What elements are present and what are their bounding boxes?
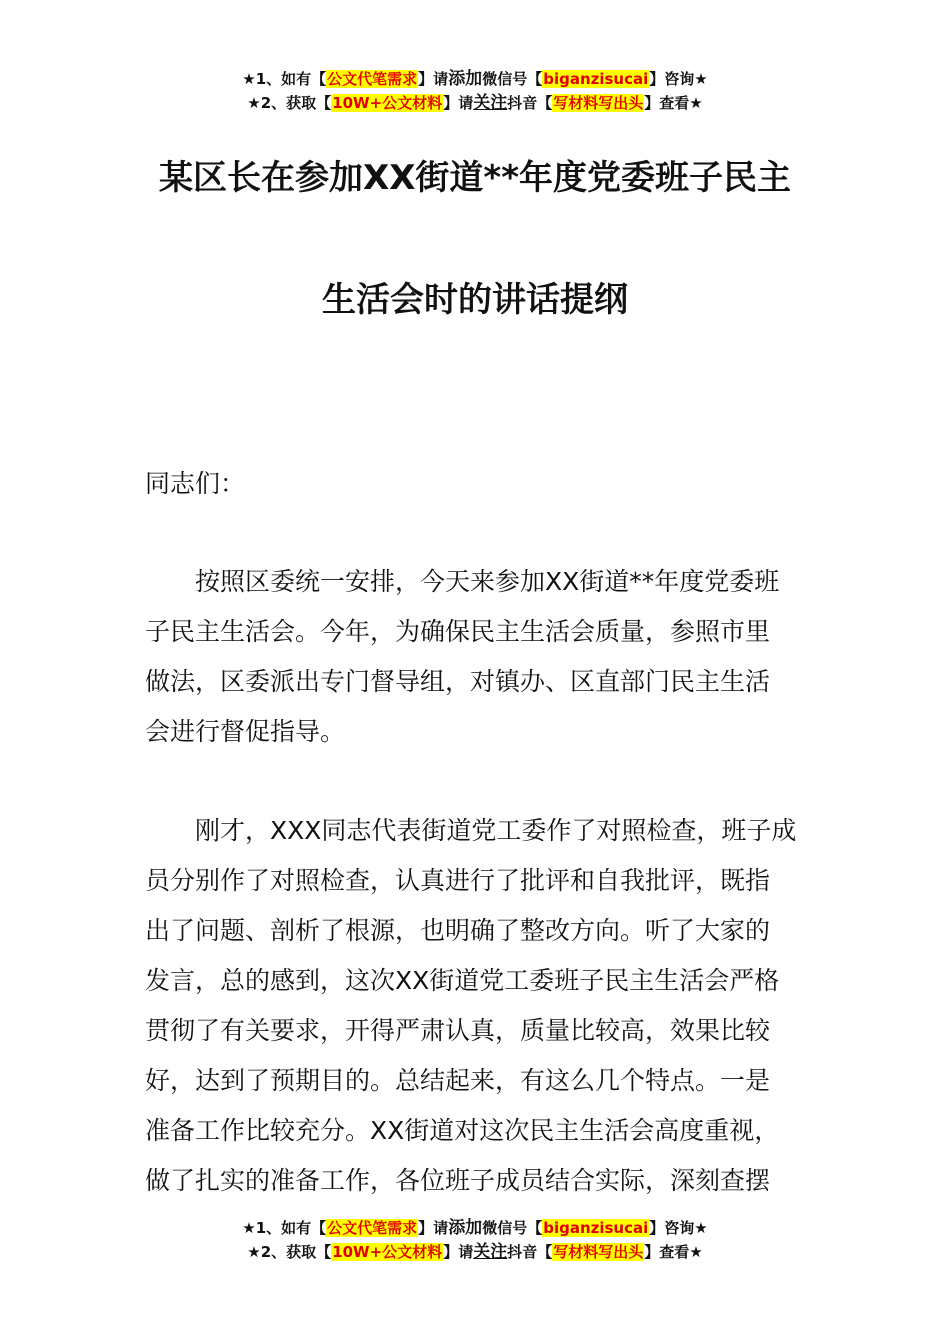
banner-text: ★2、获取【 — [247, 1243, 332, 1261]
salutation — [145, 459, 807, 509]
footer-banner — [0, 1216, 950, 1264]
banner-line-1 — [0, 1216, 950, 1240]
banner-text: ★1、如有【 — [242, 1219, 327, 1237]
paragraph-line: 员分别作了对照检查，认真进行了批评和自我批评，既指 — [145, 866, 771, 895]
banner-text: 微信号【 — [482, 1219, 543, 1237]
banner-highlight: biganzisucai — [543, 1219, 649, 1237]
banner-text: 】请 — [443, 1243, 474, 1261]
paragraph-1 — [145, 557, 807, 757]
banner-text: 】咨询★ — [649, 70, 708, 88]
paragraph-line: 会进行督促指导。 — [145, 717, 346, 746]
banner-text: 】请 — [418, 70, 449, 88]
banner-text: ★2、获取【 — [247, 94, 332, 112]
banner-emphasis: 添加 — [448, 69, 483, 89]
banner-highlight: 写材料写出头 — [553, 1243, 644, 1261]
banner-text: 】查看★ — [644, 1243, 703, 1261]
paragraph-line: 好，达到了预期目的。总结起来，有这么几个特点。一是 — [145, 1066, 771, 1095]
banner-emphasis: 关注 — [473, 1242, 508, 1262]
banner-text: ★1、如有【 — [242, 70, 327, 88]
paragraph-line: 做了扎实的准备工作，各位班子成员结合实际，深刻查摆 — [145, 1166, 771, 1195]
paragraph-2 — [145, 806, 807, 1206]
salutation-text: 同志们： — [145, 469, 246, 498]
banner-text: 微信号【 — [482, 70, 543, 88]
header-banner — [0, 67, 950, 115]
banner-emphasis: 关注 — [473, 93, 508, 113]
banner-text: 抖音【 — [507, 1243, 553, 1261]
document-title-line-2: 生活会时的讲话提纲 — [322, 280, 628, 320]
paragraph-line: 按照区委统一安排，今天来参加XX街道**年度党委班 — [195, 567, 780, 596]
banner-highlight: 公文代笔需求 — [327, 70, 418, 88]
banner-text: 】查看★ — [644, 94, 703, 112]
banner-highlight: 10W+公文材料 — [332, 1243, 443, 1261]
paragraph-line: 刚才，XXX同志代表街道党工委作了对照检查，班子成 — [195, 816, 797, 845]
banner-highlight: 公文代笔需求 — [327, 1219, 418, 1237]
paragraph-line: 贯彻了有关要求，开得严肃认真，质量比较高，效果比较 — [145, 1016, 771, 1045]
paragraph-line: 发言，总的感到，这次XX街道党工委班子民主生活会严格 — [145, 966, 780, 995]
banner-line-2 — [0, 1240, 950, 1264]
document-title-line-1: 某区长在参加XX街道**年度党委班子民主 — [159, 158, 791, 198]
banner-highlight: 写材料写出头 — [553, 94, 644, 112]
banner-text: 】咨询★ — [649, 1219, 708, 1237]
banner-line-2 — [0, 91, 950, 115]
banner-highlight: biganzisucai — [543, 70, 649, 88]
paragraph-line: 做法，区委派出专门督导组，对镇办、区直部门民主生活 — [145, 667, 771, 696]
banner-highlight: 10W+公文材料 — [332, 94, 443, 112]
banner-text: 】请 — [418, 1219, 449, 1237]
banner-emphasis: 添加 — [448, 1218, 483, 1238]
paragraph-line: 准备工作比较充分。XX街道对这次民主生活会高度重视， — [145, 1116, 780, 1145]
paragraph-line: 出了问题、剖析了根源，也明确了整改方向。听了大家的 — [145, 916, 771, 945]
banner-text: 抖音【 — [507, 94, 553, 112]
banner-text: 】请 — [443, 94, 474, 112]
paragraph-line: 子民主生活会。今年，为确保民主生活会质量，参照市里 — [145, 617, 771, 646]
banner-line-1 — [0, 67, 950, 91]
